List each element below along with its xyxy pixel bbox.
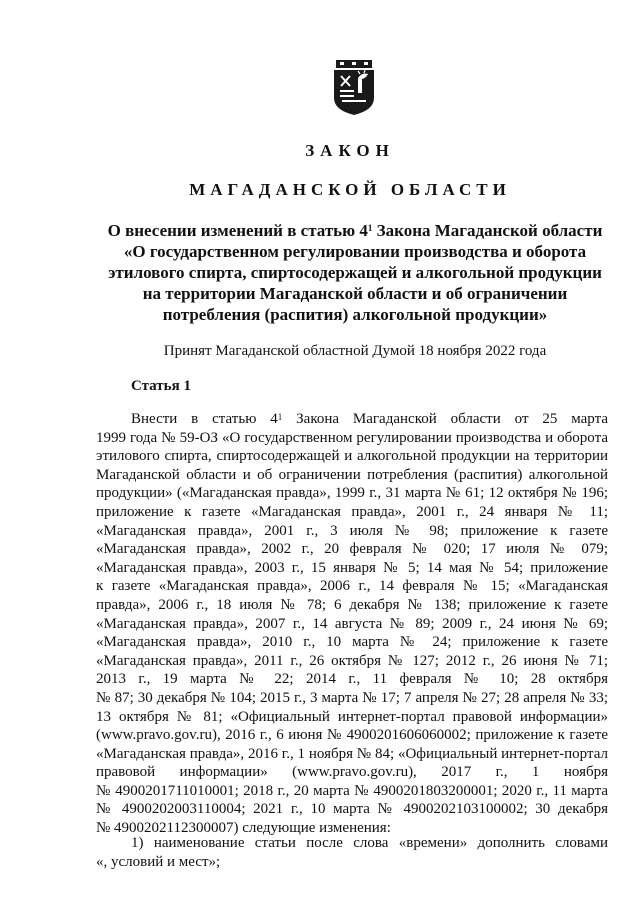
paragraph-line: «Магаданская правда», 2002 г., 20 февраля № 020; 17 июля № 079; xyxy=(96,541,608,558)
article-body xyxy=(96,410,608,838)
paragraph-line: «Магаданская правда», 2007 г., 14 августа № 89; 2009 г., 24 июня № 69; xyxy=(96,615,608,632)
paragraph-line: этилового спирта, спиртосодержащей и алкогольной продукции на территории xyxy=(96,448,608,465)
paragraph-line: № 4900202112300007) следующие изменения: xyxy=(96,820,391,837)
title-line: О внесении изменений в статью $4^1$ Закона Магаданской области xyxy=(107,221,603,240)
paragraph-line: к газете «Магаданская правда», 2006 г., 14 февраля № 15; «Магаданская xyxy=(96,578,608,595)
paragraph-line: «Магаданская правда», 2010 г., 10 марта № 24; приложение к газете xyxy=(96,634,608,651)
law-title xyxy=(95,220,615,325)
title-line: этилового спирта, спиртосодержащей и алкогольной продукции xyxy=(108,263,602,282)
document-type-heading: ЗАКОН xyxy=(305,141,395,160)
paragraph-line: Внести в статью $4^1$ Закона Магаданской области от 25 марта xyxy=(131,411,608,427)
title-line: «О государственном регулировании производства и оборота xyxy=(123,242,587,261)
paragraph-line: правда», 2006 г., 18 июля № 78; 6 декабря № 138; приложение к газете xyxy=(96,596,608,613)
paragraph-line: 1) наименование статьи после слова «времени» дополнить словами xyxy=(131,835,608,851)
paragraph-line: № 4900202003110004; 2021 г., 10 марта № 4900202103100002; 30 декабря xyxy=(96,801,608,818)
title-line: потребления (распития) алкогольной продукции» xyxy=(162,305,548,324)
adoption-note: Принят Магаданской областной Думой 18 ноября 2022 года xyxy=(163,343,547,359)
region-heading: МАГАДАНСКОЙ ОБЛАСТИ xyxy=(189,180,511,199)
paragraph-line: «Магаданская правда», 2011 г., 26 октября № 127; 2012 г., 26 июня № 71; xyxy=(96,652,608,669)
superscript: 1 xyxy=(367,223,373,233)
article-heading: Статья 1 xyxy=(131,378,191,394)
paragraph-line: 2013 г., 19 марта № 22; 2014 г., 11 февраля № 10; 28 октября xyxy=(96,671,608,688)
paragraph-line: № 4900201711010001; 2018 г., 20 марта № 4900201803200001; 2020 г., 11 марта xyxy=(96,782,608,799)
coat-of-arms-icon xyxy=(330,60,378,116)
paragraph-line: «Магаданская правда», 2003 г., 15 января № 5; 14 мая № 54; приложение xyxy=(96,559,608,576)
paragraph-line: «Магаданская правда», 2001 г., 3 июля № 98; приложение к газете xyxy=(96,522,608,539)
paragraph-line: продукции» («Магаданская правда», 1999 г., 31 марта № 61; 12 октября № 196; xyxy=(96,485,608,502)
paragraph-line: № 87; 30 декабря № 104; 2015 г., 3 марта № 17; 7 апреля № 27; 28 апреля № 33; xyxy=(96,689,608,706)
paragraph-line: 1999 года № 59-ОЗ «О государственном регулировании производства и оборота xyxy=(96,429,608,446)
paragraph-line: «, условий и мест»; xyxy=(96,853,221,870)
paragraph-line: Магаданской области и об ограничении потребления (распития) алкогольной xyxy=(96,466,608,483)
title-line: на территории Магаданской области и об ограничении xyxy=(142,284,568,303)
paragraph-line: приложение к газете «Магаданская правда», 2001 г., 24 января № 11; xyxy=(96,503,608,520)
list-item xyxy=(96,834,608,871)
paragraph-line: «Магаданская правда», 2016 г., 1 ноября № 84; «Официальный интернет-портал xyxy=(96,745,608,762)
paragraph-line: 13 октября № 81; «Официальный интернет-портал правовой информации» xyxy=(96,708,608,725)
superscript: 1 xyxy=(277,412,283,422)
paragraph-line: правовой информации» (www.pravo.gov.ru), 2017 г., 1 ноября xyxy=(96,764,608,781)
paragraph-line: (www.pravo.gov.ru), 2016 г., 6 июня № 4900201606060002; приложение к газете xyxy=(96,727,608,744)
